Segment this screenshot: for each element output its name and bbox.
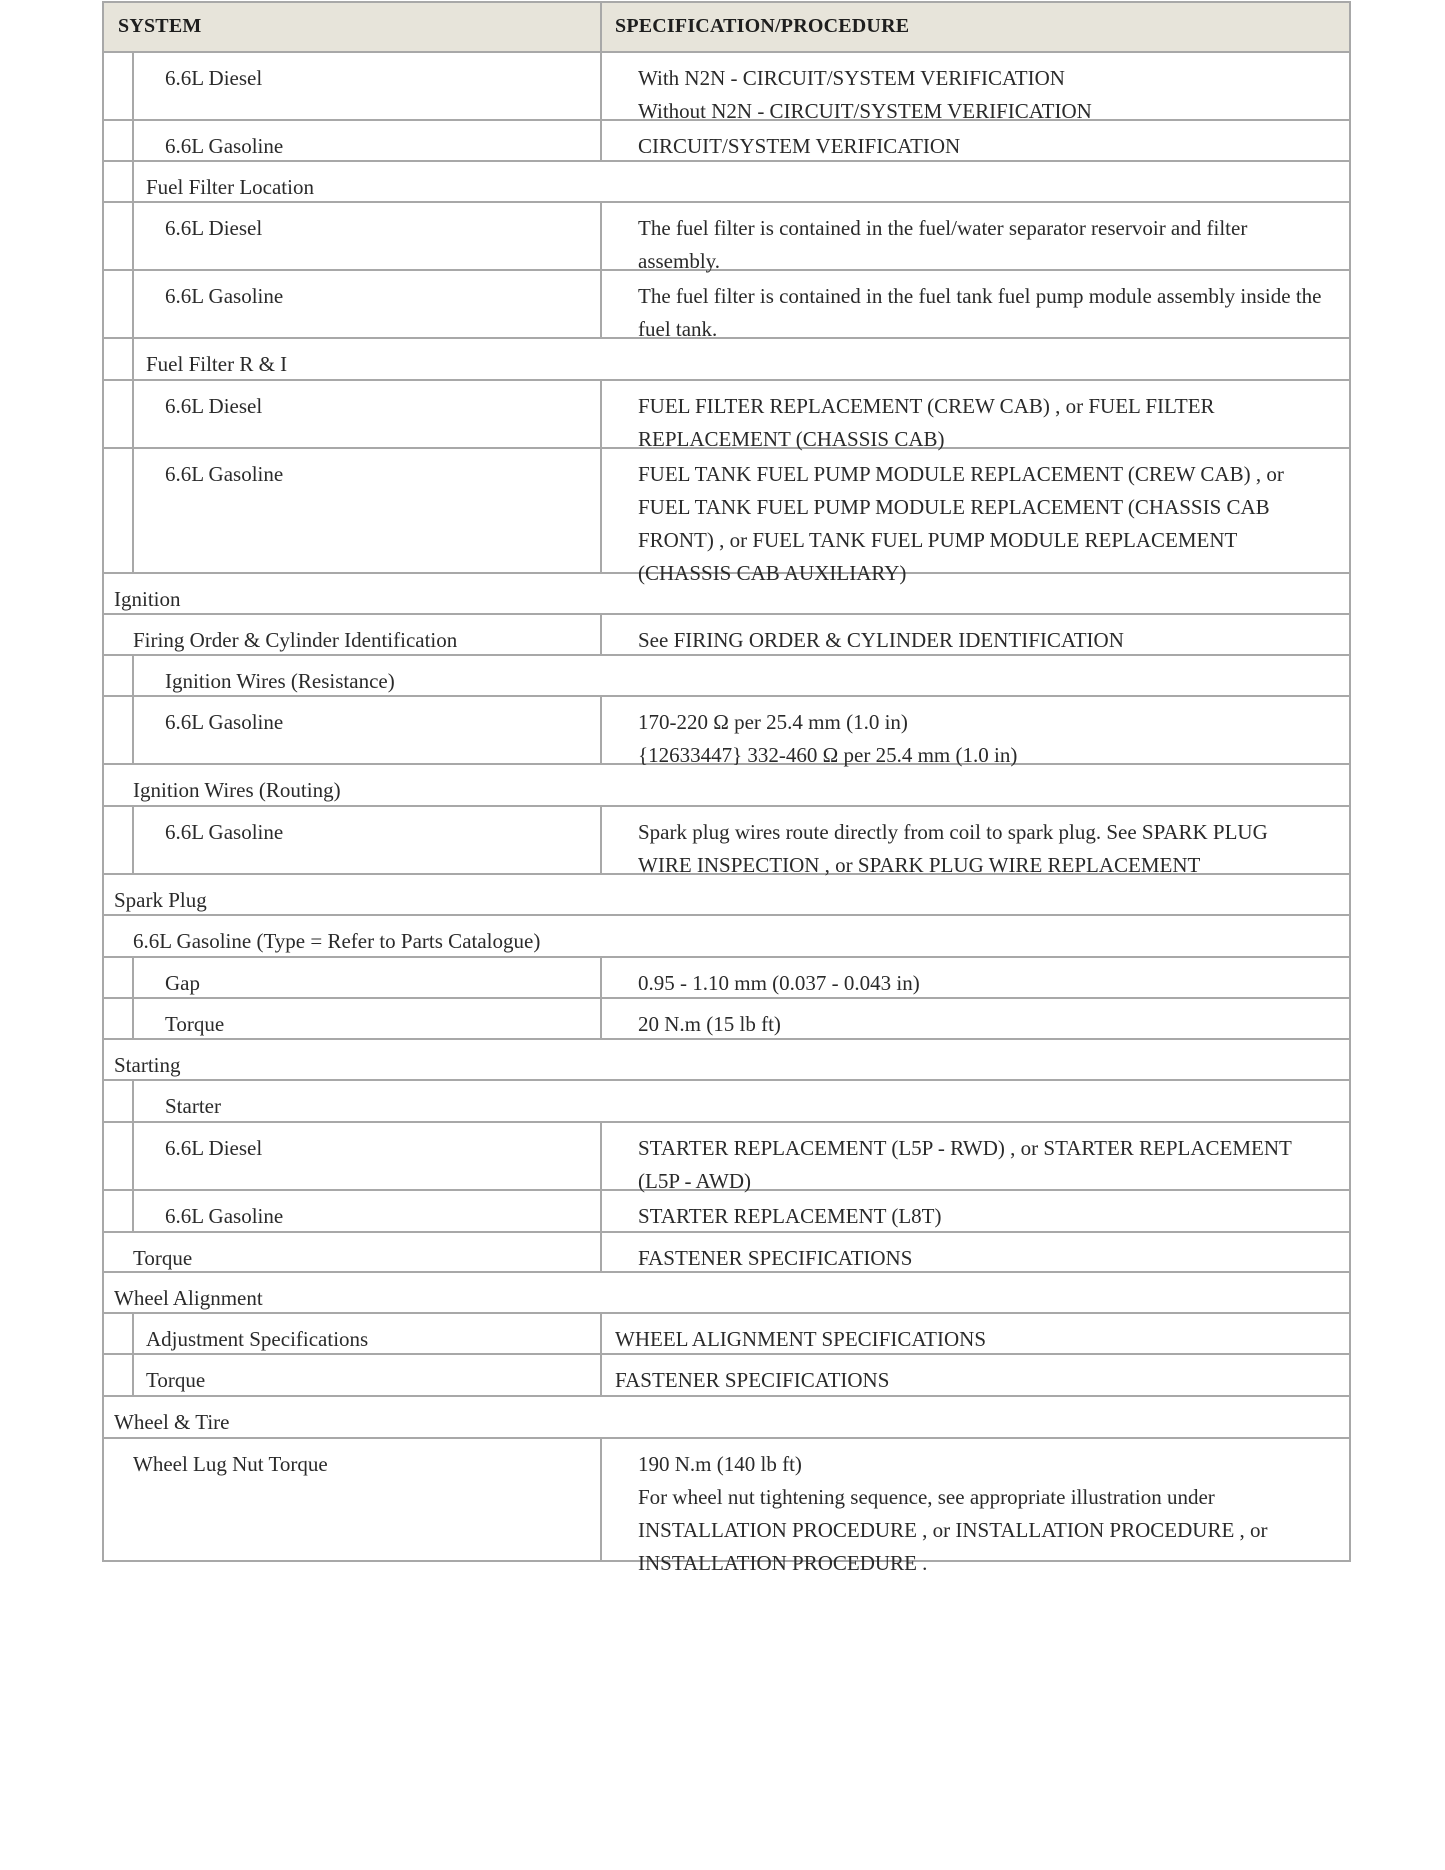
table-row (104, 656, 1349, 697)
specification-line: The fuel filter is contained in the fuel/water separator reservoir and filter (638, 216, 1248, 240)
system-label-fuel-filter-r-i: Fuel Filter R & I (146, 352, 288, 376)
column-divider (600, 1233, 602, 1271)
specification-line: STARTER REPLACEMENT (L5P - RWD) , or STARTER REPLACEMENT (638, 1136, 1292, 1160)
table-row (104, 381, 1349, 449)
system-label-wheel-alignment: Wheel Alignment (114, 1286, 263, 1310)
system-label-6-6l-gasoline-type-refer-to-parts-catalogue: 6.6L Gasoline (Type = Refer to Parts Catalogue) (133, 929, 541, 953)
table-row (104, 1233, 1349, 1273)
indent-divider (132, 1081, 134, 1121)
indent-divider (132, 1123, 134, 1189)
specification-line: FASTENER SPECIFICATIONS (638, 1246, 913, 1270)
column-divider (600, 807, 602, 873)
column-divider (600, 3, 602, 51)
indent-divider (132, 1191, 134, 1231)
indent-divider (132, 339, 134, 379)
system-label-torque: Torque (165, 1012, 225, 1036)
column-divider (600, 381, 602, 447)
specification-line: Spark plug wires route directly from coil to spark plug. See SPARK PLUG (638, 820, 1268, 844)
table-row (104, 765, 1349, 807)
column-header-system: SYSTEM (118, 15, 202, 37)
system-label-6-6l-diesel: 6.6L Diesel (165, 394, 263, 418)
system-label-gap: Gap (165, 971, 200, 995)
specification-cell (638, 624, 1124, 657)
column-divider (600, 449, 602, 572)
specification-line: FUEL TANK FUEL PUMP MODULE REPLACEMENT (CREW CAB) , or (638, 462, 1284, 486)
specification-line: FUEL FILTER REPLACEMENT (CREW CAB) , or FUEL FILTER (638, 394, 1215, 418)
system-label-torque: Torque (146, 1368, 206, 1392)
table-row (104, 121, 1349, 162)
system-label-ignition-wires-routing: Ignition Wires (Routing) (133, 778, 341, 802)
system-label-6-6l-diesel: 6.6L Diesel (165, 216, 263, 240)
specification-cell (638, 706, 1017, 772)
specification-line: The fuel filter is contained in the fuel tank fuel pump module assembly inside the (638, 284, 1322, 308)
specification-line: With N2N - CIRCUIT/SYSTEM VERIFICATION (638, 66, 1065, 90)
table-row (104, 1355, 1349, 1397)
system-label-starting: Starting (114, 1053, 181, 1077)
system-label-starter: Starter (165, 1094, 221, 1118)
indent-divider (132, 807, 134, 873)
specification-cell (638, 62, 1092, 128)
column-divider (600, 1355, 602, 1395)
specification-cell (615, 1323, 986, 1356)
indent-divider (132, 121, 134, 160)
specification-line: WIRE INSPECTION , or SPARK PLUG WIRE REPLACEMENT (638, 853, 1201, 877)
specification-cell (638, 130, 960, 163)
table-row (104, 339, 1349, 381)
system-label-6-6l-diesel: 6.6L Diesel (165, 1136, 263, 1160)
indent-divider (132, 697, 134, 763)
specification-line: fuel tank. (638, 317, 718, 341)
specification-line: STARTER REPLACEMENT (L8T) (638, 1204, 942, 1228)
specification-cell (638, 280, 1321, 346)
table-row (104, 999, 1349, 1040)
specification-cell (638, 967, 920, 1000)
table-row (104, 162, 1349, 203)
table-row (104, 271, 1349, 339)
table-row (104, 1081, 1349, 1123)
specification-cell (638, 458, 1284, 590)
table-row (104, 574, 1349, 615)
column-divider (600, 271, 602, 337)
system-label-adjustment-specifications: Adjustment Specifications (146, 1327, 369, 1351)
table-header-row (104, 3, 1349, 53)
specification-line: INSTALLATION PROCEDURE . (638, 1551, 928, 1575)
column-divider (600, 1123, 602, 1189)
specification-line: FRONT) , or FUEL TANK FUEL PUMP MODULE REPLACEMENT (638, 528, 1238, 552)
indent-divider (132, 999, 134, 1038)
indent-divider (132, 53, 134, 119)
system-label-torque: Torque (133, 1246, 193, 1270)
specification-line: {12633447} 332-460 Ω per 25.4 mm (1.0 in) (638, 743, 1018, 767)
table-row (104, 449, 1349, 585)
specification-line: assembly. (638, 249, 721, 273)
specification-line: FASTENER SPECIFICATIONS (615, 1368, 890, 1392)
specification-line: WHEEL ALIGNMENT SPECIFICATIONS (615, 1327, 986, 1351)
specification-line: (L5P - AWD) (638, 1169, 752, 1193)
table-row (104, 697, 1349, 765)
table-row (104, 615, 1349, 656)
system-label-6-6l-diesel: 6.6L Diesel (165, 66, 263, 90)
system-label-firing-order-cylinder-identification: Firing Order & Cylinder Identification (133, 628, 458, 652)
system-label-6-6l-gasoline: 6.6L Gasoline (165, 710, 284, 734)
column-divider (600, 958, 602, 997)
indent-divider (132, 449, 134, 572)
specification-cell (638, 1242, 912, 1275)
system-label-ignition: Ignition (114, 587, 181, 611)
specification-line: 0.95 - 1.10 mm (0.037 - 0.043 in) (638, 971, 920, 995)
specification-cell (638, 1448, 1268, 1580)
table-row (104, 1314, 1349, 1355)
system-label-fuel-filter-location: Fuel Filter Location (146, 175, 314, 199)
system-label-6-6l-gasoline: 6.6L Gasoline (165, 462, 284, 486)
system-label-ignition-wires-resistance: Ignition Wires (Resistance) (165, 669, 395, 693)
column-divider (600, 53, 602, 119)
specification-line: 190 N.m (140 lb ft) (638, 1452, 802, 1476)
table-body (104, 53, 1349, 1575)
specification-line: (CHASSIS CAB AUXILIARY) (638, 561, 907, 585)
specification-line: FUEL TANK FUEL PUMP MODULE REPLACEMENT (CHASSIS CAB (638, 495, 1270, 519)
spec-table (102, 1, 1351, 1575)
system-label-wheel-lug-nut-torque: Wheel Lug Nut Torque (133, 1452, 328, 1476)
specification-cell (638, 1200, 942, 1233)
table-row (104, 875, 1349, 916)
table-row (104, 1040, 1349, 1081)
table-row (104, 807, 1349, 875)
indent-divider (132, 203, 134, 269)
column-divider (600, 1439, 602, 1560)
table-row (104, 53, 1349, 121)
system-label-6-6l-gasoline: 6.6L Gasoline (165, 134, 284, 158)
table-row (104, 1439, 1349, 1575)
indent-divider (132, 1355, 134, 1395)
specification-cell (615, 1364, 889, 1397)
column-divider (600, 1191, 602, 1231)
specification-cell (638, 1132, 1292, 1198)
table-row (104, 958, 1349, 999)
column-divider (600, 1314, 602, 1353)
system-label-6-6l-gasoline: 6.6L Gasoline (165, 820, 284, 844)
indent-divider (132, 656, 134, 695)
specification-line: CIRCUIT/SYSTEM VERIFICATION (638, 134, 961, 158)
specification-line: 170-220 Ω per 25.4 mm (1.0 in) (638, 710, 908, 734)
table-row (104, 1123, 1349, 1191)
column-divider (600, 999, 602, 1038)
column-divider (600, 615, 602, 654)
indent-divider (132, 162, 134, 201)
table-row (104, 1273, 1349, 1314)
indent-divider (132, 958, 134, 997)
table-row (104, 1191, 1349, 1233)
indent-divider (132, 271, 134, 337)
column-divider (600, 203, 602, 269)
specification-cell (638, 1008, 781, 1041)
specification-cell (638, 816, 1268, 882)
specification-cell (638, 390, 1215, 456)
indent-divider (132, 381, 134, 447)
specification-line: REPLACEMENT (CHASSIS CAB) (638, 427, 945, 451)
column-header-specification: SPECIFICATION/PROCEDURE (615, 15, 910, 37)
table-row (104, 916, 1349, 958)
system-label-6-6l-gasoline: 6.6L Gasoline (165, 284, 284, 308)
system-label-spark-plug: Spark Plug (114, 888, 207, 912)
table-row (104, 1397, 1349, 1439)
indent-divider (132, 1314, 134, 1353)
column-divider (600, 121, 602, 160)
specification-line: 20 N.m (15 lb ft) (638, 1012, 781, 1036)
specification-line: See FIRING ORDER & CYLINDER IDENTIFICATION (638, 628, 1124, 652)
specification-cell (638, 212, 1247, 278)
specification-line: Without N2N - CIRCUIT/SYSTEM VERIFICATION (638, 99, 1092, 123)
system-label-6-6l-gasoline: 6.6L Gasoline (165, 1204, 284, 1228)
specification-line: For wheel nut tightening sequence, see appropriate illustration under (638, 1485, 1215, 1509)
specification-line: INSTALLATION PROCEDURE , or INSTALLATION PROCEDURE , or (638, 1518, 1268, 1542)
column-divider (600, 697, 602, 763)
table-row (104, 203, 1349, 271)
system-label-wheel-tire: Wheel & Tire (114, 1410, 230, 1434)
